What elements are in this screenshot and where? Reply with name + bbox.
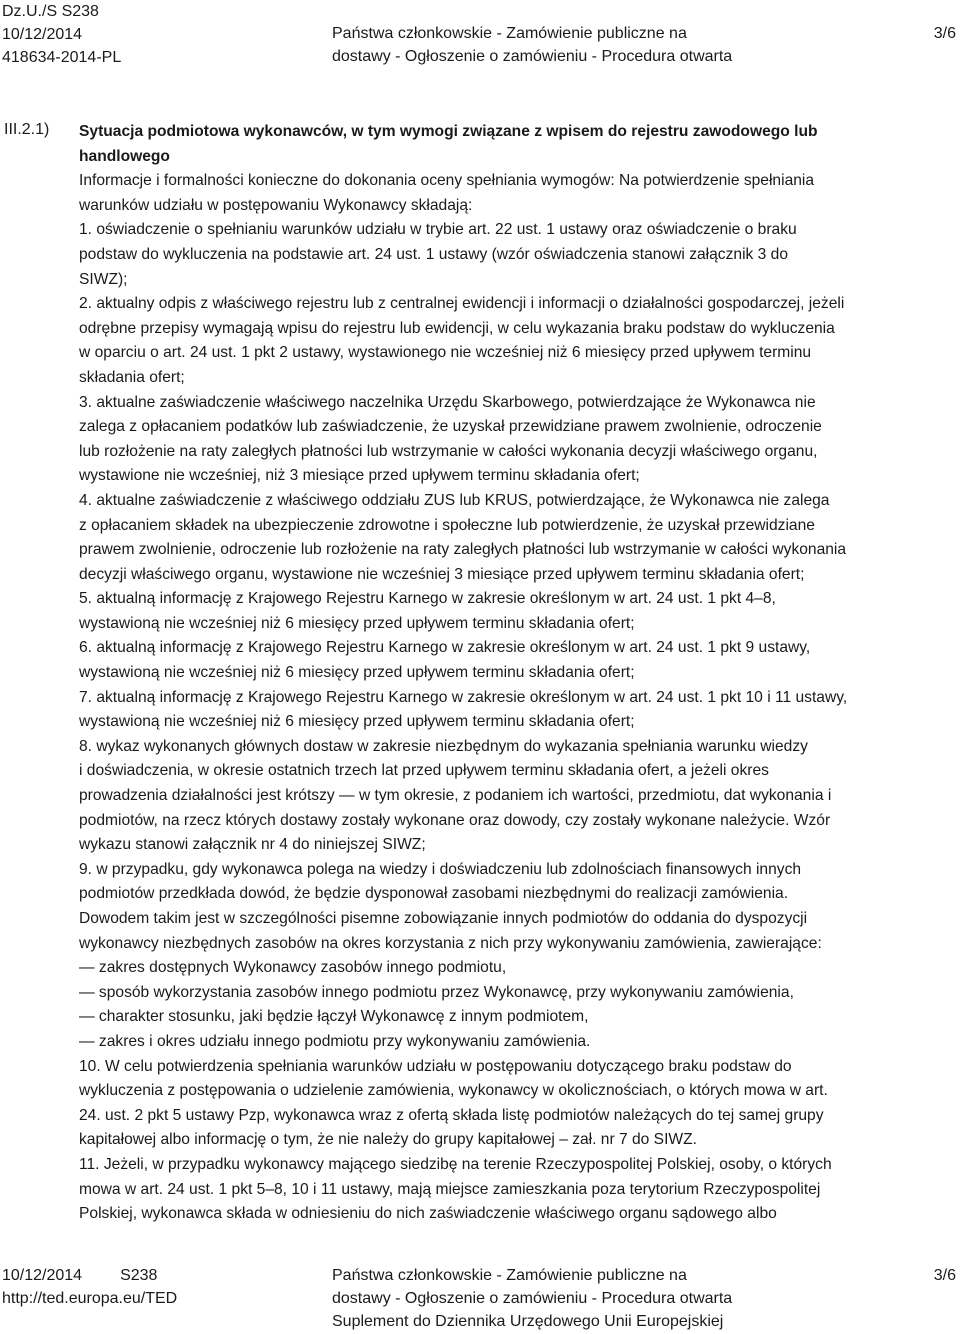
footer-left-block [2,1264,177,1310]
section-number: III.2.1) [4,121,50,138]
body-line: — zakres dostępnych Wykonawcy zasobów innego podmiotu, [79,959,507,977]
body-line: Dowodem takim jest w szczególności pisemne zobowiązanie innych podmiotów do oddania do dyspozycji [79,910,808,927]
body-line: decyzji właściwego organu, wystawione nie wcześniej 3 miesiące przed upływem terminu składania ofert; [79,565,805,583]
body-line: odrębne przepisy wymagają wpisu do rejestru lub ewidencji, w celu wykazania braku podstaw do wykluczenia [79,319,835,337]
body-line: 2. aktualny odpis z właściwego rejestru lub z centralnej ewidencji i informacji o działalności gospodarczej, jeżeli [79,295,845,313]
header-title-line1: Państwa członkowskie - Zamówienie publiczne na [332,25,687,42]
header-date: 10/12/2014 [2,26,83,43]
footer-date: 10/12/2014 [2,1267,83,1284]
body-line: wystawioną nie wcześniej niż 6 miesięcy przed upływem terminu składania ofert; [79,713,635,731]
footer-title-line1: Państwa członkowskie - Zamówienie publiczne na [332,1267,687,1284]
body-line: Polskiej, wykonawca składa w odniesieniu do nich zaświadczenie właściwego organu sądowego albo [79,1205,777,1223]
body-line: mowa w art. 24 ust. 1 pkt 5–8, 10 i 11 ustawy, mają miejsce zamieszkania poza terytorium Rzeczypospolitej [79,1180,821,1198]
body-line: 4. aktualne zaświadczenie z właściwego oddziału ZUS lub KRUS, potwierdzające, że Wykonawca nie zalega [79,491,830,509]
body-line: prawem zwolnienie, odroczenie lub rozłożenie na raty zaległych płatności lub wstrzymanie w całości wykonania [79,541,847,559]
page-header [0,0,960,70]
footer-url-link[interactable]: http://ted.europa.eu/TED [2,1290,178,1307]
footer-title-line3: Suplement do Dziennika Urzędowego Unii Europejskiej [332,1313,724,1330]
section-title-line: handlowego [79,147,170,165]
body-line: podstaw do wykluczenia na podstawie art. 24 ust. 1 ustawy (wzór oświadczenia stanowi załącznik 3 do [79,245,789,263]
body-line: wykonawcy niezbędnych zasobów na okres korzystania z nich przy wykonywaniu zamówienia, zawierające: [79,934,822,952]
section-body [79,169,939,1227]
body-line: z opłacaniem składek na ubezpieczenie zdrowotne i społeczne lub potwierdzenie, że uzyskał przewidziane [79,516,815,534]
body-line: 5. aktualną informację z Krajowego Rejestru Karnego w zakresie określonym w art. 24 ust. 1 pkt 4–8, [79,590,776,608]
body-line: wykazu stanowi załącznik nr 4 do niniejszej SIWZ; [79,836,426,854]
body-line: kapitałowej albo informację o tym, że nie należy do grupy kapitałowej – zał. nr 7 do SIWZ. [79,1131,697,1149]
body-line: prowadzenia działalności jest krótszy — w tym okresie, z podaniem ich wartości, przedmiotu, dat wykonania i [79,787,832,805]
body-line: warunków udziału w postępowaniu Wykonawcy składają: [79,196,473,214]
body-line: zalega z opłacaniem podatków lub zaświadczenie, że uzyskał przewidziane prawem zwolnienie, odroczenie [79,418,822,436]
body-line: — sposób wykorzystania zasobów innego podmiotu przez Wykonawcę, przy wykonywaniu zamówienia, [79,983,794,1001]
page-footer [0,1264,960,1334]
body-line: Informacje i formalności konieczne do dokonania oceny spełniania wymogów: Na potwierdzenie spełniania [79,172,815,190]
section-title-line: Sytuacja podmiotowa wykonawców, w tym wymogi związane z wpisem do rejestru zawodowego lub [79,123,818,140]
body-line: 9. w przypadku, gdy wykonawca polega na wiedzy i doświadczeniu lub zdolnościach finansowych innych [79,860,802,878]
header-journal: Dz.U./S S238 [2,3,99,20]
footer-page-number: 3/6 [933,1267,956,1284]
body-line: 6. aktualną informację z Krajowego Rejestru Karnego w zakresie określonym w art. 24 ust. 1 pkt 9 ustawy, [79,639,811,657]
header-title-block [332,22,732,68]
body-line: podmiotów, na rzecz których dostawy zostały wykonane oraz dowody, czy zostały wykonane należycie. Wzór [79,811,831,829]
header-left-block [2,0,121,69]
body-line: 7. aktualną informację z Krajowego Rejestru Karnego w zakresie określonym w art. 24 ust. 1 pkt 10 i 11 ustawy, [79,688,848,706]
body-line: — charakter stosunku, jaki będzie łączył Wykonawcę z innym podmiotem, [79,1008,589,1026]
body-line: w oparciu o art. 24 ust. 1 pkt 2 ustawy, wystawionego nie wcześniej niż 6 miesięcy przed upływem terminu [79,344,812,362]
body-line: 8. wykaz wykonanych głównych dostaw w zakresie niezbędnym do wykazania spełniania warunku wiedzy [79,737,808,755]
body-line: — zakres i okres udziału innego podmiotu przy wykonywaniu zamówienia. [79,1032,591,1050]
body-line: 24. ust. 2 pkt 5 ustawy Pzp, wykonawca wraz z ofertą składa listę podmiotów należących do tej samej grupy [79,1106,824,1124]
body-line: wykluczenia z postępowania o udzielenie zamówienia, wykonawcy w okolicznościach, o których mowa w art. [79,1082,828,1100]
body-line: i doświadczenia, w okresie ostatnich trzech lat przed upływem terminu składania ofert, a jeżeli okres [79,762,769,780]
body-line: 1. oświadczenie o spełnianiu warunków udziału w trybie art. 22 ust. 1 ustawy oraz oświadczenie o braku [79,221,797,239]
section-title [79,120,939,169]
header-notice-id: 418634-2014-PL [2,49,122,66]
footer-series: S238 [120,1267,158,1284]
body-line: podmiotów przedkłada dowód, że będzie dysponował zasobami niezbędnymi do realizacji zamówienia. [79,885,789,903]
body-line: lub rozłożenie na raty zaległych płatności lub wstrzymanie w całości wykonania decyzji właściwego organu, [79,442,818,460]
footer-title-line2: dostawy - Ogłoszenie o zamówieniu - Procedura otwarta [332,1290,733,1307]
footer-title-block [332,1264,732,1333]
body-line: 11. Jeżeli, w przypadku wykonawcy mającego siedzibę na terenie Rzeczypospolitej Polskiej, osoby, o których [79,1155,832,1173]
body-line: 3. aktualne zaświadczenie właściwego naczelnika Urzędu Skarbowego, potwierdzające że Wykonawca nie [79,393,816,411]
section-content [79,120,939,1227]
header-page-number: 3/6 [933,25,956,42]
body-line: SIWZ); [79,270,128,288]
body-line: wystawioną nie wcześniej niż 6 miesięcy przed upływem terminu składania ofert; [79,664,635,682]
body-line: wystawioną nie wcześniej niż 6 miesięcy przed upływem terminu składania ofert; [79,614,635,632]
body-line: składania ofert; [79,368,185,386]
body-line: 10. W celu potwierdzenia spełniania warunków udziału w postępowaniu dotyczącego braku podstaw do [79,1057,792,1075]
body-line: wystawione nie wcześniej, niż 3 miesiące przed upływem terminu składania ofert; [79,467,640,485]
header-title-line2: dostawy - Ogłoszenie o zamówieniu - Procedura otwarta [332,48,733,65]
